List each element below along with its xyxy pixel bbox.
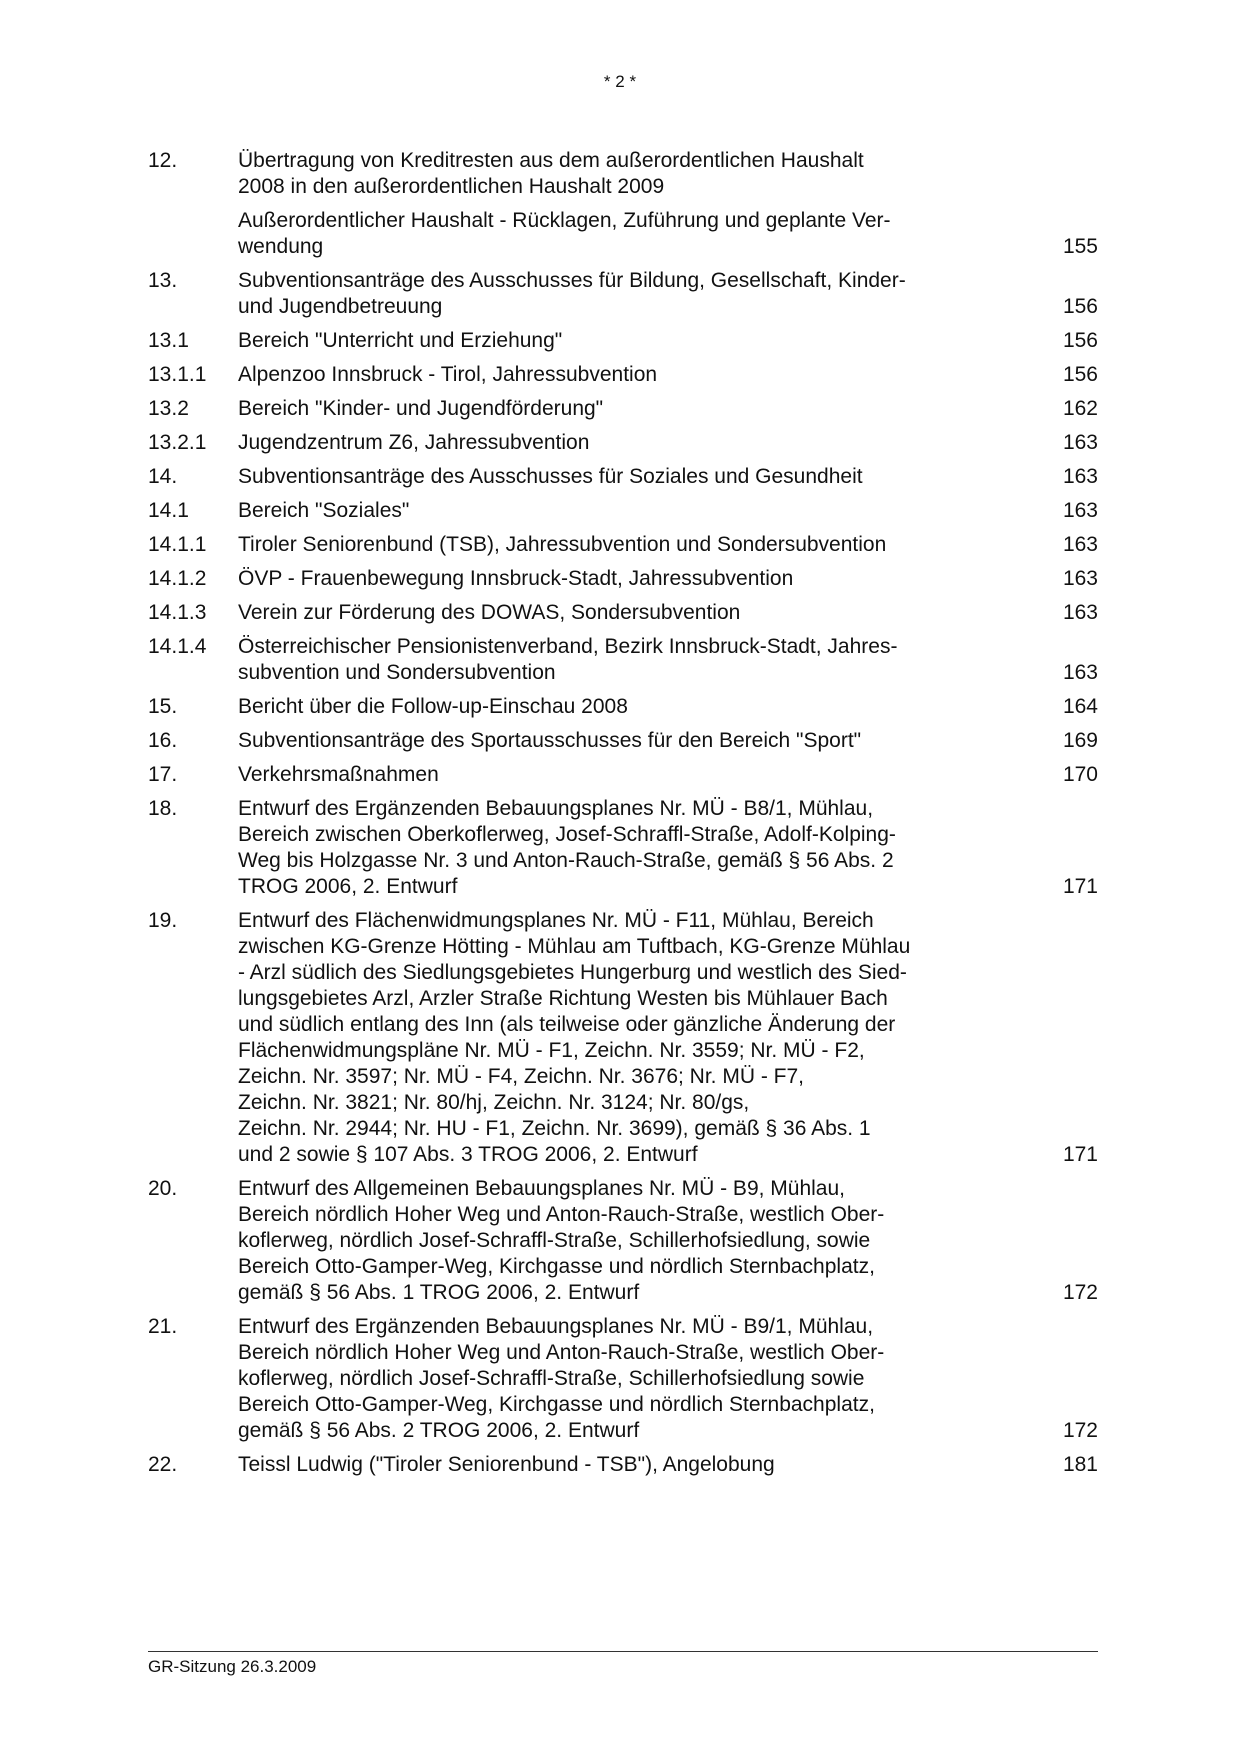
toc-entry-title-line: subvention und Sondersubvention [238,661,556,684]
table-of-contents [148,148,1098,1478]
toc-entry-number: 13. [148,269,178,292]
toc-entry [148,328,1098,354]
toc-entry-title-line: Bereich Otto-Gamper-Weg, Kirchgasse und nördlich Sternbachplatz, [238,1255,875,1278]
toc-entry [148,600,1098,626]
toc-entry-number: 19. [148,909,178,932]
toc-entry-title-line: 2008 in den außerordentlichen Haushalt 2009 [238,175,665,198]
toc-entry-title-line: Bericht über die Follow-up-Einschau 2008 [238,695,628,718]
toc-entry-title [238,762,978,788]
toc-entry [148,634,1098,686]
toc-entry-page: 163 [1062,661,1098,684]
toc-entry-title-line: TROG 2006, 2. Entwurf [238,875,458,898]
toc-entry-title-line: Verkehrsmaßnahmen [238,763,439,786]
toc-entry-title-line: Zeichn. Nr. 2944; Nr. HU - F1, Zeichn. Nr. 3699), gemäß § 36 Abs. 1 [238,1117,871,1140]
toc-entry-page: 172 [1062,1281,1098,1304]
toc-entry-number: 15. [148,695,178,718]
toc-entry-number: 13.2.1 [148,431,207,454]
page-number: * 2 * [603,72,637,91]
footer-divider [148,1651,1098,1652]
toc-entry [148,1176,1098,1306]
toc-entry-title [238,1452,978,1478]
toc-entry-page: 169 [1062,729,1098,752]
toc-entry-title-line: lungsgebietes Arzl, Arzler Straße Richtung Westen bis Mühlauer Bach [238,987,888,1010]
toc-entry-number: 16. [148,729,178,752]
toc-entry-title-line: Außerordentlicher Haushalt - Rücklagen, Zuführung und geplante Ver- [238,209,891,232]
toc-entry-title [238,328,978,354]
toc-entry-title-line: Tiroler Seniorenbund (TSB), Jahressubvention und Sondersubvention [238,533,887,556]
toc-entry-page: 162 [1062,397,1098,420]
toc-entry-title-line: und 2 sowie § 107 Abs. 3 TROG 2006, 2. Entwurf [238,1143,698,1166]
toc-entry-title-line: zwischen KG-Grenze Hötting - Mühlau am Tuftbach, KG-Grenze Mühlau [238,935,911,958]
toc-entry [148,430,1098,456]
toc-entry-title-line: Jugendzentrum Z6, Jahressubvention [238,431,590,454]
toc-entry-title-line: Entwurf des Allgemeinen Bebauungsplanes Nr. MÜ - B9, Mühlau, [238,1177,846,1200]
toc-entry [148,532,1098,558]
toc-entry [148,796,1098,900]
toc-entry [148,1452,1098,1478]
toc-entry-page: 163 [1062,499,1098,522]
toc-entry-page: 181 [1062,1453,1098,1476]
toc-entry-title [238,396,978,422]
toc-entry-title [238,1314,978,1444]
toc-entry-page: 156 [1062,363,1098,386]
toc-entry-title [238,796,978,900]
toc-entry-title-line: Bereich nördlich Hoher Weg und Anton-Rauch-Straße, westlich Ober- [238,1341,885,1364]
toc-entry-title [238,908,978,1168]
toc-entry-title [238,430,978,456]
toc-entry [148,908,1098,1168]
toc-entry-title [238,148,978,200]
toc-entry-title-line: Österreichischer Pensionistenverband, Bezirk Innsbruck-Stadt, Jahres- [238,635,898,658]
toc-entry-number: 14.1 [148,499,189,522]
toc-entry-page: 156 [1062,329,1098,352]
toc-entry-title [238,728,978,754]
toc-entry [148,728,1098,754]
toc-entry-title-line: Subventionsanträge des Sportausschusses für den Bereich "Sport" [238,729,862,752]
toc-entry [148,268,1098,320]
toc-entry-number [148,208,238,260]
toc-entry-number: 14.1.4 [148,635,207,658]
toc-entry-title-line: Flächenwidmungspläne Nr. MÜ - F1, Zeichn. Nr. 3559; Nr. MÜ - F2, [238,1039,865,1062]
toc-entry-title [238,362,978,388]
toc-entry-title [238,268,978,320]
toc-entry-number: 14.1.1 [148,533,207,556]
toc-entry-title-line: Alpenzoo Innsbruck - Tirol, Jahressubvention [238,363,658,386]
toc-entry-title-line: Übertragung von Kreditresten aus dem außerordentlichen Haushalt [238,149,864,172]
toc-entry [148,464,1098,490]
toc-entry [148,148,1098,200]
toc-entry-title-line: Entwurf des Ergänzenden Bebauungsplanes Nr. MÜ - B8/1, Mühlau, [238,797,874,820]
toc-entry-title [238,694,978,720]
toc-entry-number: 13.1.1 [148,363,207,386]
toc-entry-page: 156 [1062,295,1098,318]
toc-entry-title-line: gemäß § 56 Abs. 2 TROG 2006, 2. Entwurf [238,1419,640,1442]
toc-entry-title [238,634,978,686]
toc-entry-number: 17. [148,763,178,786]
toc-entry [148,396,1098,422]
toc-entry [148,566,1098,592]
toc-entry-number: 14. [148,465,178,488]
toc-entry-title [238,566,978,592]
toc-entry-number: 18. [148,797,178,820]
toc-entry-page: 163 [1062,465,1098,488]
toc-entry-number: 22. [148,1453,178,1476]
toc-entry-title-line: wendung [238,235,324,258]
toc-entry-page: 163 [1062,431,1098,454]
toc-entry-page: 170 [1062,763,1098,786]
toc-entry-title-line: Bereich "Soziales" [238,499,410,522]
toc-entry [148,1314,1098,1444]
toc-entry-page: 163 [1062,567,1098,590]
toc-entry-title-line: Weg bis Holzgasse Nr. 3 und Anton-Rauch-Straße, gemäß § 56 Abs. 2 [238,849,894,872]
toc-entry [148,362,1098,388]
toc-entry-title-line: Bereich zwischen Oberkoflerweg, Josef-Schraffl-Straße, Adolf-Kolping- [238,823,896,846]
toc-entry-number: 21. [148,1315,178,1338]
toc-entry-title-line: Zeichn. Nr. 3821; Nr. 80/hj, Zeichn. Nr. 3124; Nr. 80/gs, [238,1091,750,1114]
toc-entry-number: 13.1 [148,329,189,352]
toc-entry [148,694,1098,720]
toc-entry [148,208,1098,260]
toc-entry-title-line: Teissl Ludwig ("Tiroler Seniorenbund - TSB"), Angelobung [238,1453,775,1476]
toc-entry-title-line: - Arzl südlich des Siedlungsgebietes Hungerburg und westlich des Sied- [238,961,907,984]
toc-entry-page: 172 [1062,1419,1098,1442]
toc-entry-title-line: Subventionsanträge des Ausschusses für Soziales und Gesundheit [238,465,863,488]
toc-entry-title-line: Subventionsanträge des Ausschusses für Bildung, Gesellschaft, Kinder- [238,269,906,292]
toc-entry-number: 13.2 [148,397,189,420]
toc-entry-title-line: Bereich "Unterricht und Erziehung" [238,329,563,352]
footer-text: GR-Sitzung 26.3.2009 [148,1657,317,1676]
toc-entry-number: 12. [148,149,178,172]
toc-entry-title-line: gemäß § 56 Abs. 1 TROG 2006, 2. Entwurf [238,1281,640,1304]
toc-entry-title [238,532,978,558]
toc-entry-page: 171 [1062,1143,1098,1166]
toc-entry-title-line: und südlich entlang des Inn (als teilweise oder gänzliche Änderung der [238,1013,896,1036]
toc-entry-title [238,498,978,524]
toc-entry-page: 164 [1062,695,1098,718]
toc-entry-page: 155 [1062,235,1098,258]
toc-entry-title [238,600,978,626]
toc-entry-title [238,208,978,260]
toc-entry-title-line: Bereich nördlich Hoher Weg und Anton-Rauch-Straße, westlich Ober- [238,1203,885,1226]
toc-entry-number: 20. [148,1177,178,1200]
toc-entry-title-line: koflerweg, nördlich Josef-Schraffl-Straße, Schillerhofsiedlung sowie [238,1367,865,1390]
toc-entry-page: 163 [1062,533,1098,556]
toc-entry-number: 14.1.2 [148,567,207,590]
toc-entry-title-line: Entwurf des Flächenwidmungsplanes Nr. MÜ - F11, Mühlau, Bereich [238,909,874,932]
toc-entry-page: 171 [1062,875,1098,898]
toc-entry-page: 163 [1062,601,1098,624]
toc-entry-title-line: Verein zur Förderung des DOWAS, Sondersubvention [238,601,741,624]
toc-entry [148,498,1098,524]
toc-entry-number: 14.1.3 [148,601,207,624]
toc-entry-title-line: Zeichn. Nr. 3597; Nr. MÜ - F4, Zeichn. Nr. 3676; Nr. MÜ - F7, [238,1065,805,1088]
toc-entry-title-line: ÖVP - Frauenbewegung Innsbruck-Stadt, Jahressubvention [238,567,794,590]
toc-entry-title [238,464,978,490]
toc-entry-title-line: Bereich "Kinder- und Jugendförderung" [238,397,604,420]
toc-entry-title-line: Bereich Otto-Gamper-Weg, Kirchgasse und nördlich Sternbachplatz, [238,1393,875,1416]
toc-entry-title-line: koflerweg, nördlich Josef-Schraffl-Straße, Schillerhofsiedlung, sowie [238,1229,871,1252]
toc-entry-title-line: und Jugendbetreuung [238,295,443,318]
toc-entry-title-line: Entwurf des Ergänzenden Bebauungsplanes Nr. MÜ - B9/1, Mühlau, [238,1315,874,1338]
toc-entry [148,762,1098,788]
toc-entry-title [238,1176,978,1306]
